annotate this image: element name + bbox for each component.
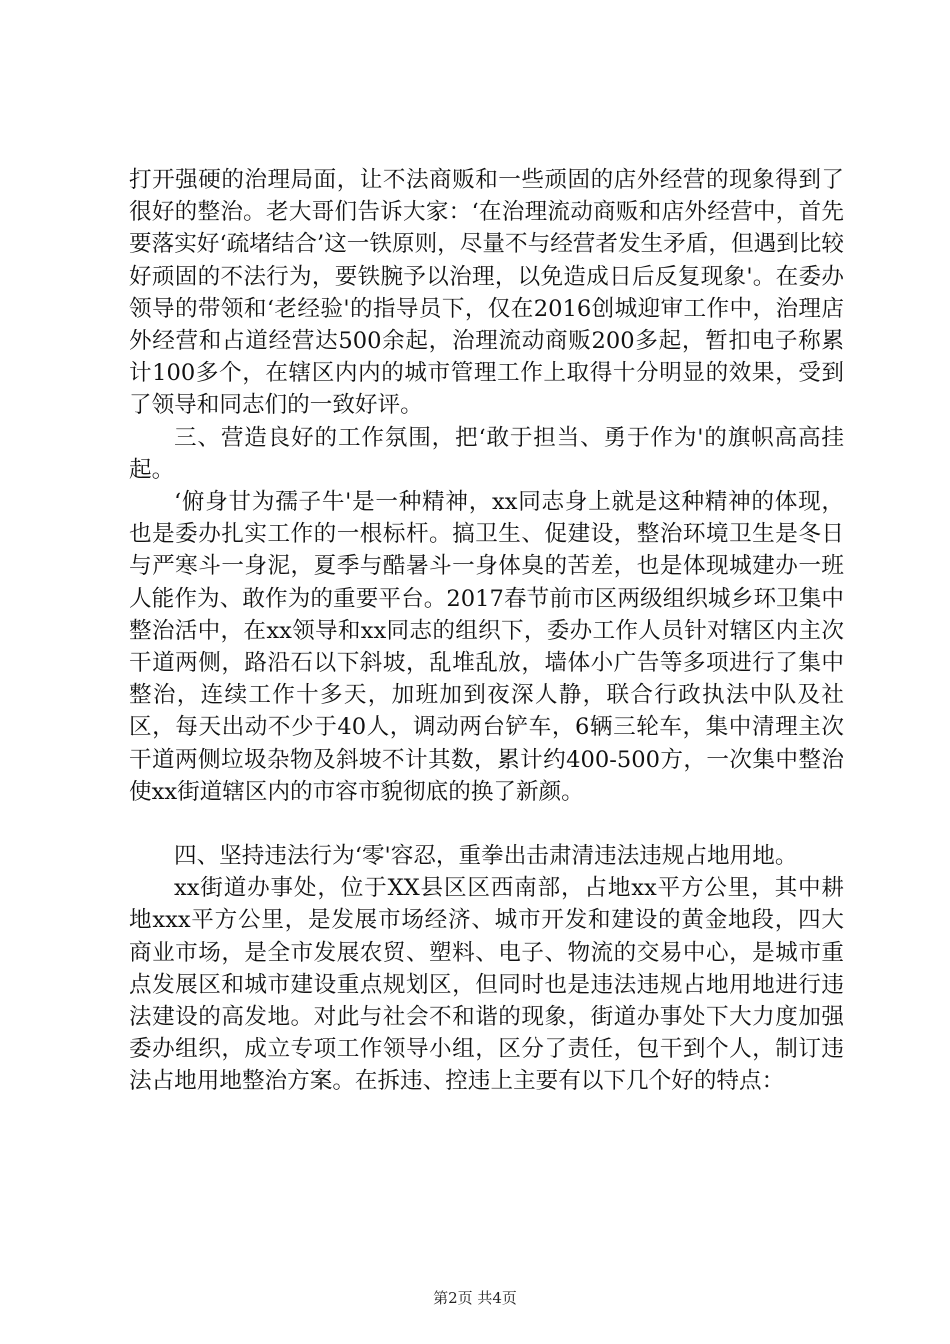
section-heading-four: 四、坚持违法行为‘零'容忍，重拳出击肃清违法违规占地用地。	[174, 843, 798, 870]
paragraph-section-four: xx街道办事处，位于XX县区区西南部，占地xx平方公里，其中耕地xxx平方公里，是发展市场经济、城市开发和建设的黄金地段，四大商业市场，是全市发展农贸、塑料、电子、物流的交易中心，是城市重点发展区和城市建设重点规划区，但同时也是违法违规占地用地进行违法建设的高发地。对此与社会不和谐的现象，街道办事处下大力度加强委办组织，成立专项工作领导小组，区分了责任，包干到个人，制订违法占地用地整治方案。在拆违、控违上主要有以下几个好的特点：	[129, 875, 844, 1095]
document-body	[129, 164, 844, 1098]
paragraph-section-three: ‘俯身甘为孺子牛'是一种精神，xx同志身上就是这种精神的体现，也是委办扎实工作的一根标杆。搞卫生、促建设，整治环境卫生是冬日与严寒斗一身泥，夏季与酷暑斗一身体臭的苦差，也是体现城建办一班人能作为、敢作为的重要平台。2017春节前市区两级组织城乡环卫集中整治活中，在xx领导和xx同志的组织下，委办工作人员针对辖区内主次干道两侧，路沿石以下斜坡，乱堆乱放，墙体小广告等多项进行了集中整治，连续工作十多天，加班加到夜深人静，联合行政执法中队及社区，每天出动不少于40人，调动两台铲车，6辆三轮车，集中清理主次干道两侧垃圾杂物及斜坡不计其数，累计约400-500方，一次集中整治使xx街道辖区内的市容市貌彻底的换了新颜。	[129, 489, 844, 805]
blank-line	[129, 808, 844, 840]
page-footer: 第2页 共4页	[433, 1289, 517, 1307]
section-heading-three: 三、营造良好的工作氛围，把‘敢于担当、勇于作为'的旗帜高高挂起。	[129, 424, 844, 483]
paragraph-continuation: 打开强硬的治理局面，让不法商贩和一些顽固的店外经营的现象得到了很好的整治。老大哥们告诉大家：‘在治理流动商贩和店外经营中，首先要落实好‘疏堵结合’这一铁原则，尽量不与经营者发生矛盾，但遇到比较好顽固的不法行为，要铁腕予以治理，以免造成日后反复现象'。在委办领导的带领和‘老经验'的指导员下，仅在2016创城迎审工作中，治理店外经营和占道经营达500余起，治理流动商贩200多起，暂扣电子称累计100多个，在辖区内内的城市管理工作上取得十分明显的效果，受到了领导和同志们的一致好评。	[129, 167, 844, 419]
